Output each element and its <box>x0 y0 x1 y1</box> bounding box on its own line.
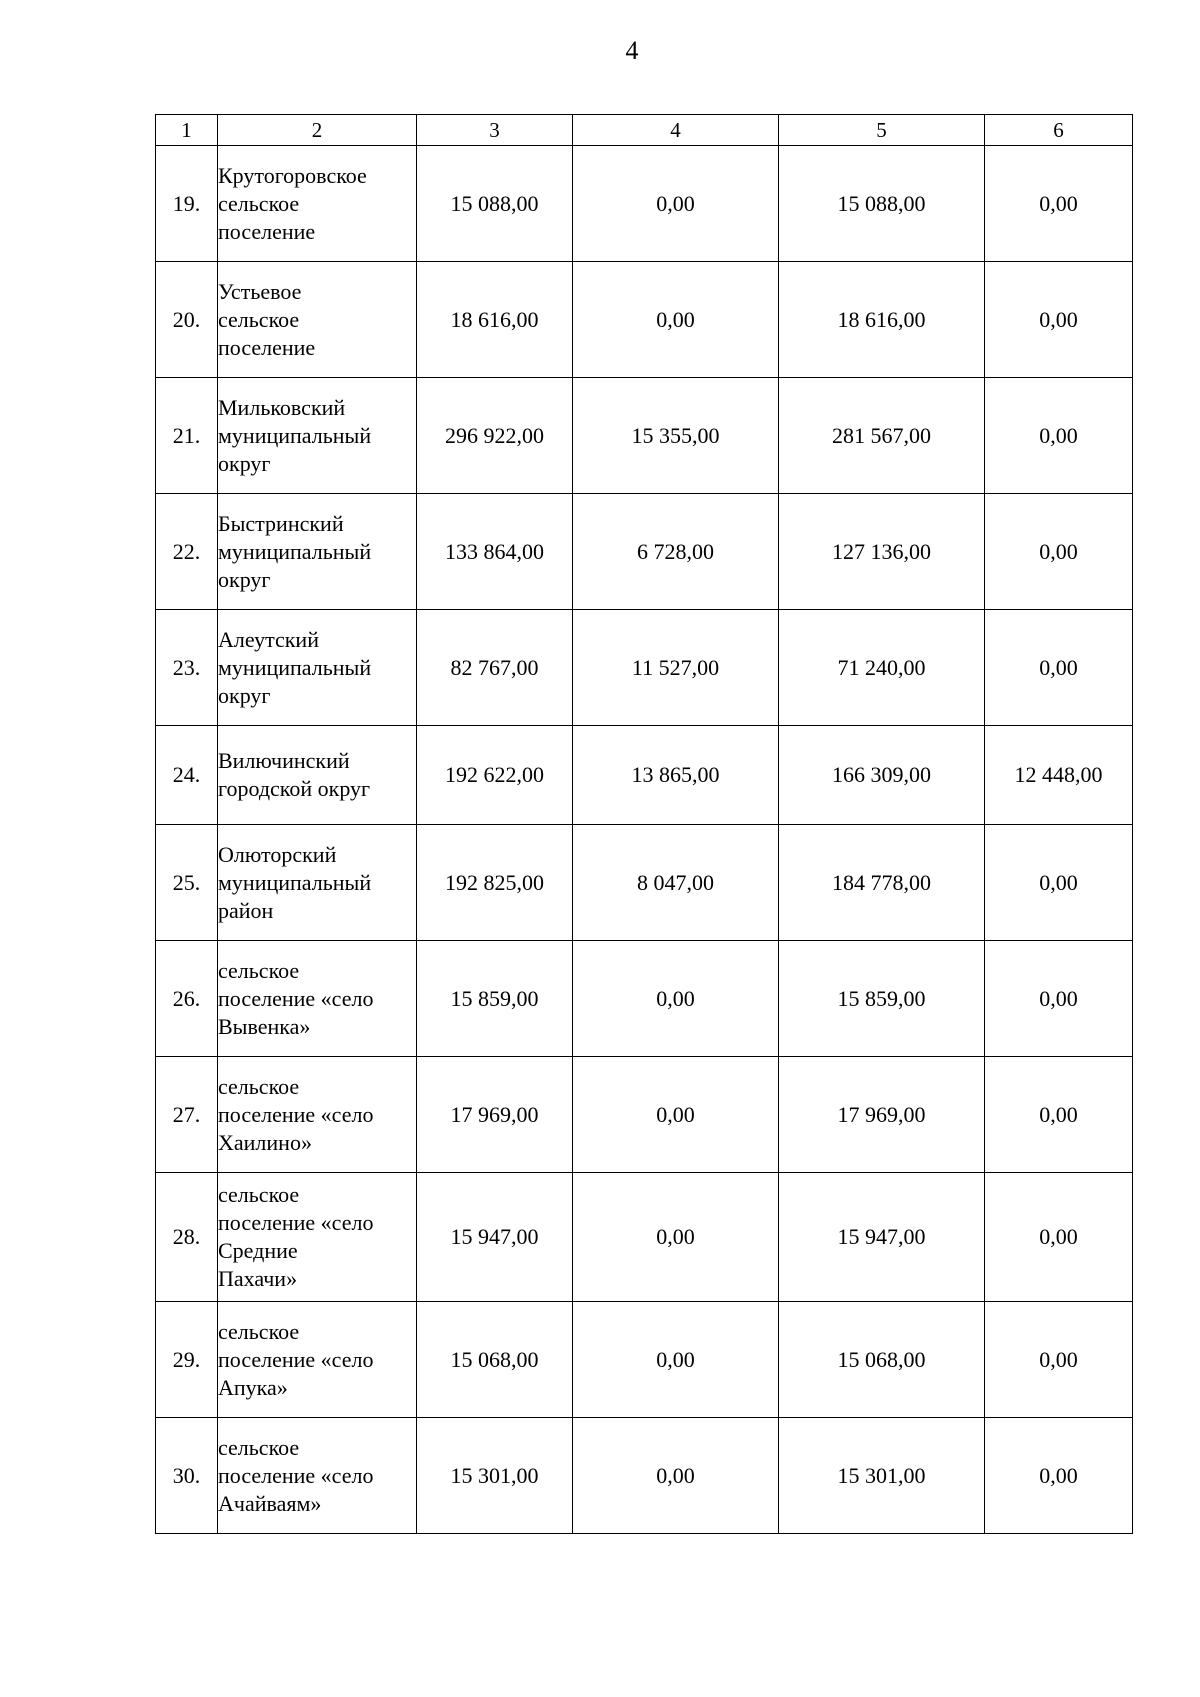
row-value-col4: 0,00 <box>573 1057 779 1173</box>
row-number: 20. <box>156 262 218 378</box>
row-number: 28. <box>156 1173 218 1302</box>
row-value-col4: 6 728,00 <box>573 494 779 610</box>
header-cell-6: 6 <box>985 115 1133 146</box>
row-value-col4: 0,00 <box>573 1302 779 1418</box>
table-row <box>156 494 1133 610</box>
row-value-col3: 15 947,00 <box>417 1173 573 1302</box>
row-value-col3: 15 859,00 <box>417 941 573 1057</box>
row-value-col5: 184 778,00 <box>779 825 985 941</box>
row-value-col5: 15 859,00 <box>779 941 985 1057</box>
row-value-col3: 15 068,00 <box>417 1302 573 1418</box>
table-row <box>156 1173 1133 1302</box>
row-name: Алеутский муниципальный округ <box>218 610 417 726</box>
row-value-col4: 15 355,00 <box>573 378 779 494</box>
row-value-col4: 11 527,00 <box>573 610 779 726</box>
row-name: Вилючинский городской округ <box>218 726 417 825</box>
table-row <box>156 726 1133 825</box>
row-number: 30. <box>156 1418 218 1534</box>
row-number: 27. <box>156 1057 218 1173</box>
row-number: 25. <box>156 825 218 941</box>
row-value-col6: 0,00 <box>985 1302 1133 1418</box>
row-number: 21. <box>156 378 218 494</box>
row-name: Олюторский муниципальный район <box>218 825 417 941</box>
table-row <box>156 825 1133 941</box>
row-value-col6: 0,00 <box>985 494 1133 610</box>
row-number: 23. <box>156 610 218 726</box>
table-row <box>156 1418 1133 1534</box>
row-value-col5: 127 136,00 <box>779 494 985 610</box>
row-number: 29. <box>156 1302 218 1418</box>
row-value-col5: 15 301,00 <box>779 1418 985 1534</box>
row-number: 24. <box>156 726 218 825</box>
row-value-col6: 0,00 <box>985 1173 1133 1302</box>
row-number: 22. <box>156 494 218 610</box>
row-value-col4: 0,00 <box>573 1173 779 1302</box>
row-name: Устьевое сельское поселение <box>218 262 417 378</box>
row-value-col4: 13 865,00 <box>573 726 779 825</box>
header-cell-2: 2 <box>218 115 417 146</box>
row-value-col5: 18 616,00 <box>779 262 985 378</box>
row-value-col3: 18 616,00 <box>417 262 573 378</box>
row-name: Быстринский муниципальный округ <box>218 494 417 610</box>
header-cell-3: 3 <box>417 115 573 146</box>
row-value-col3: 192 825,00 <box>417 825 573 941</box>
table-row <box>156 941 1133 1057</box>
row-value-col3: 296 922,00 <box>417 378 573 494</box>
header-cell-5: 5 <box>779 115 985 146</box>
row-value-col5: 71 240,00 <box>779 610 985 726</box>
row-name: сельское поселение «село Вывенка» <box>218 941 417 1057</box>
row-value-col4: 8 047,00 <box>573 825 779 941</box>
row-value-col3: 15 301,00 <box>417 1418 573 1534</box>
row-name: сельское поселение «село Апука» <box>218 1302 417 1418</box>
row-name: сельское поселение «село Средние Пахачи» <box>218 1173 417 1302</box>
row-value-col6: 0,00 <box>985 941 1133 1057</box>
row-value-col3: 192 622,00 <box>417 726 573 825</box>
row-value-col3: 133 864,00 <box>417 494 573 610</box>
row-value-col5: 15 088,00 <box>779 146 985 262</box>
row-value-col6: 0,00 <box>985 1057 1133 1173</box>
row-value-col6: 0,00 <box>985 1418 1133 1534</box>
table-header-row <box>156 115 1133 146</box>
row-value-col5: 17 969,00 <box>779 1057 985 1173</box>
row-value-col5: 166 309,00 <box>779 726 985 825</box>
row-value-col4: 0,00 <box>573 1418 779 1534</box>
row-name: Крутогоровское сельское поселение <box>218 146 417 262</box>
row-value-col3: 17 969,00 <box>417 1057 573 1173</box>
row-value-col6: 0,00 <box>985 825 1133 941</box>
header-cell-4: 4 <box>573 115 779 146</box>
row-name: Мильковский муниципальный округ <box>218 378 417 494</box>
page-number: 4 <box>625 36 639 65</box>
row-name: сельское поселение «село Хаилино» <box>218 1057 417 1173</box>
row-value-col6: 12 448,00 <box>985 726 1133 825</box>
table-row <box>156 610 1133 726</box>
row-value-col3: 15 088,00 <box>417 146 573 262</box>
header-cell-1: 1 <box>156 115 218 146</box>
row-name: сельское поселение «село Ачайваям» <box>218 1418 417 1534</box>
row-value-col6: 0,00 <box>985 378 1133 494</box>
table-row <box>156 378 1133 494</box>
table-row <box>156 1302 1133 1418</box>
row-value-col6: 0,00 <box>985 610 1133 726</box>
data-table <box>155 114 1133 1534</box>
row-value-col4: 0,00 <box>573 146 779 262</box>
row-value-col4: 0,00 <box>573 941 779 1057</box>
table-row <box>156 146 1133 262</box>
table-row <box>156 1057 1133 1173</box>
table-row <box>156 262 1133 378</box>
row-value-col4: 0,00 <box>573 262 779 378</box>
row-value-col3: 82 767,00 <box>417 610 573 726</box>
row-value-col6: 0,00 <box>985 262 1133 378</box>
row-value-col5: 15 068,00 <box>779 1302 985 1418</box>
row-number: 26. <box>156 941 218 1057</box>
row-number: 19. <box>156 146 218 262</box>
row-value-col5: 15 947,00 <box>779 1173 985 1302</box>
row-value-col5: 281 567,00 <box>779 378 985 494</box>
row-value-col6: 0,00 <box>985 146 1133 262</box>
